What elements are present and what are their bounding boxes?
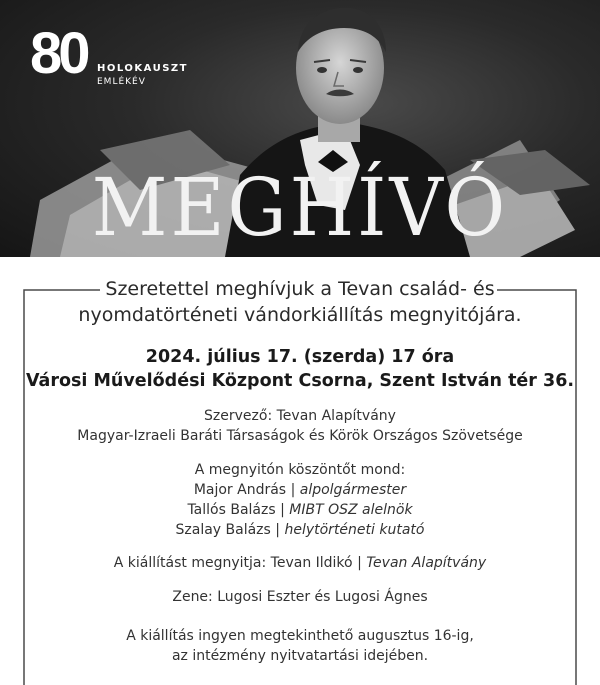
intro-line-1: Szeretettel meghívjuk a Tevan család- és bbox=[105, 278, 495, 300]
greeter-role: MIBT OSZ alelnök bbox=[289, 502, 413, 518]
footer-line-2: az intézmény nyitvatartási idejében. bbox=[171, 648, 429, 664]
logo-number: 80 bbox=[30, 21, 87, 86]
footer-line-1: A kiállítás ingyen megtekinthető augusztus 16-ig, bbox=[126, 628, 474, 644]
event-details bbox=[0, 345, 600, 393]
greeter-name: Szalay Balázs bbox=[175, 522, 271, 538]
footer-note bbox=[0, 626, 600, 666]
opener-label: A kiállítást megnyitja: Tevan Ildikó bbox=[113, 555, 353, 571]
opener-line bbox=[0, 553, 600, 573]
music-line: Zene: Lugosi Eszter és Lugosi Ágnes bbox=[172, 589, 428, 605]
opener-role: Tevan Alapítvány bbox=[366, 555, 487, 571]
logo-text-holokauszt: HOLOKAUSZT bbox=[97, 63, 188, 74]
greeters-heading: A megnyitón köszöntőt mond: bbox=[194, 462, 406, 478]
greeter-row bbox=[0, 520, 600, 540]
greeter-name: Major András bbox=[193, 482, 287, 498]
separator: | bbox=[290, 482, 296, 498]
organizer-line-2: Magyar-Izraeli Baráti Társaságok és Körök Országos Szövetsége bbox=[77, 428, 523, 444]
separator: | bbox=[280, 502, 285, 518]
greeter-row bbox=[0, 500, 600, 520]
greeters-block bbox=[0, 460, 600, 540]
event-date: 2024. július 17. (szerda) 17 óra bbox=[145, 347, 455, 367]
intro-text bbox=[0, 276, 600, 328]
holocaust-memorial-year-logo bbox=[30, 21, 188, 87]
greeter-name: Tallós Balázs bbox=[187, 502, 276, 518]
separator: | bbox=[275, 522, 281, 538]
page-title: MEGHÍVÓ bbox=[91, 161, 509, 255]
logo-text-emlekev: EMLÉKÉV bbox=[97, 77, 146, 87]
organizer-block bbox=[0, 406, 600, 446]
hero-banner bbox=[0, 0, 600, 257]
greeter-role: alpolgármester bbox=[299, 482, 407, 498]
separator: | bbox=[357, 555, 362, 571]
intro-line-2: nyomdatörténeti vándorkiállítás megnyitójára. bbox=[78, 304, 522, 326]
organizer-line-1: Szervező: Tevan Alapítvány bbox=[204, 408, 396, 424]
event-venue: Városi Művelődési Központ Csorna, Szent István tér 36. bbox=[25, 371, 575, 391]
greeter-row bbox=[0, 480, 600, 500]
greeter-role: helytörténeti kutató bbox=[284, 522, 425, 538]
